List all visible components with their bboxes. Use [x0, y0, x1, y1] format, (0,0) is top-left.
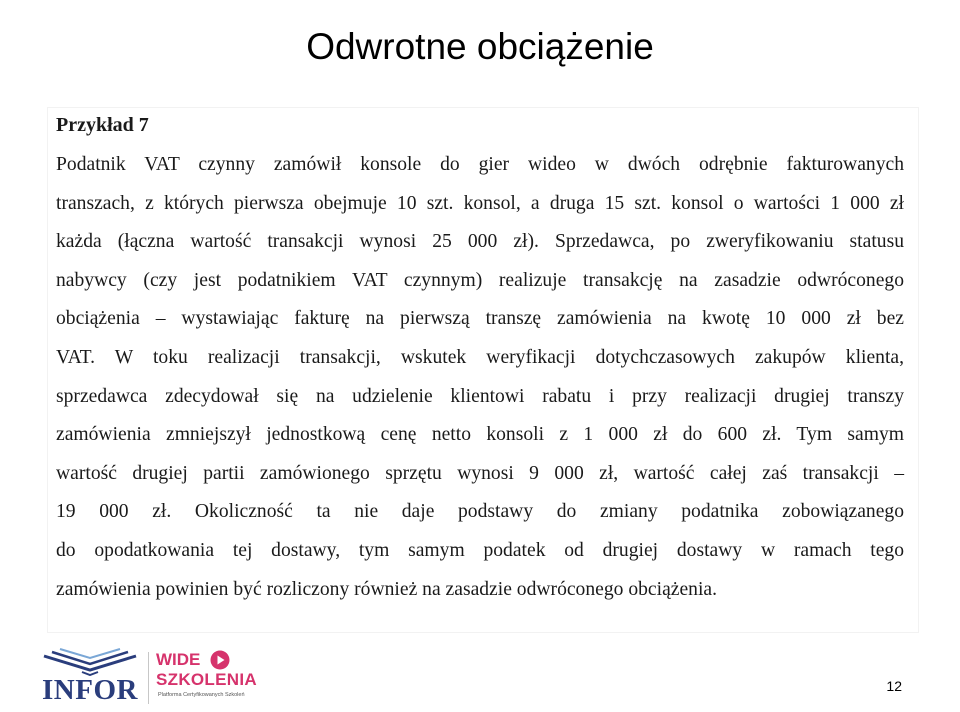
play-icon	[210, 650, 230, 670]
example-line: każda (łączna wartość transakcji wynosi 25 000 zł). Sprzedawca, po zweryfikowaniu statusu	[56, 231, 904, 253]
slide-title: Odwrotne obciążenie	[306, 26, 654, 67]
example-line: transzach, z których pierwsza obejmuje 10 szt. konsol, a druga 15 szt. konsol o wartości 1 000 zł	[56, 192, 904, 214]
example-line: do opodatkowania tej dostawy, tym samym podatek od drugiej dostawy w ramach tego	[56, 539, 904, 561]
logo-tagline: Platforma Certyfikowanych Szkoleń	[158, 692, 245, 698]
example-heading: Przykład 7	[56, 114, 149, 136]
example-line: 19 000 zł. Okoliczność ta nie daje podstawy do zmiany podatnika zobowiązanego	[56, 501, 904, 523]
logo-divider	[148, 652, 149, 704]
example-line: zamówienia zmniejszył jednostkową cenę netto konsoli z 1 000 zł do 600 zł. Tym samym	[56, 424, 904, 446]
example-line: zamówienia powinien być rozliczony również na zasadzie odwróconego obciążenia.	[56, 578, 718, 600]
example-line: nabywcy (czy jest podatnikiem VAT czynnym) realizuje transakcję na zasadzie odwróconego	[56, 269, 904, 291]
document-excerpt	[48, 108, 918, 632]
infor-wide-szkolenia-logo	[40, 648, 280, 706]
page-number: 12	[886, 678, 902, 694]
example-line: wartość drugiej partii zamówionego sprzętu wynosi 9 000 zł, wartość całej zaś transakcji –	[56, 462, 904, 484]
example-line: VAT. W toku realizacji transakcji, wskutek weryfikacji dotychczasowych zakupów klienta,	[56, 346, 904, 368]
wide-logo-text: WIDE	[156, 650, 201, 669]
example-line: obciążenia – wystawiając fakturę na pierwszą transzę zamówienia na kwotę 10 000 zł bez	[56, 308, 904, 330]
szkolenia-logo-text: SZKOLENIA	[156, 670, 257, 689]
example-line: sprzedawca zdecydował się na udzielenie klientowi rabatu i przy realizacji drugiej transzy	[56, 385, 904, 407]
example-line: Podatnik VAT czynny zamówił konsole do gier wideo w dwóch odrębnie fakturowanych	[56, 154, 904, 175]
excerpt-text	[56, 112, 904, 609]
infor-book-icon	[42, 648, 142, 676]
infor-logo-text: INFOR	[42, 674, 138, 706]
